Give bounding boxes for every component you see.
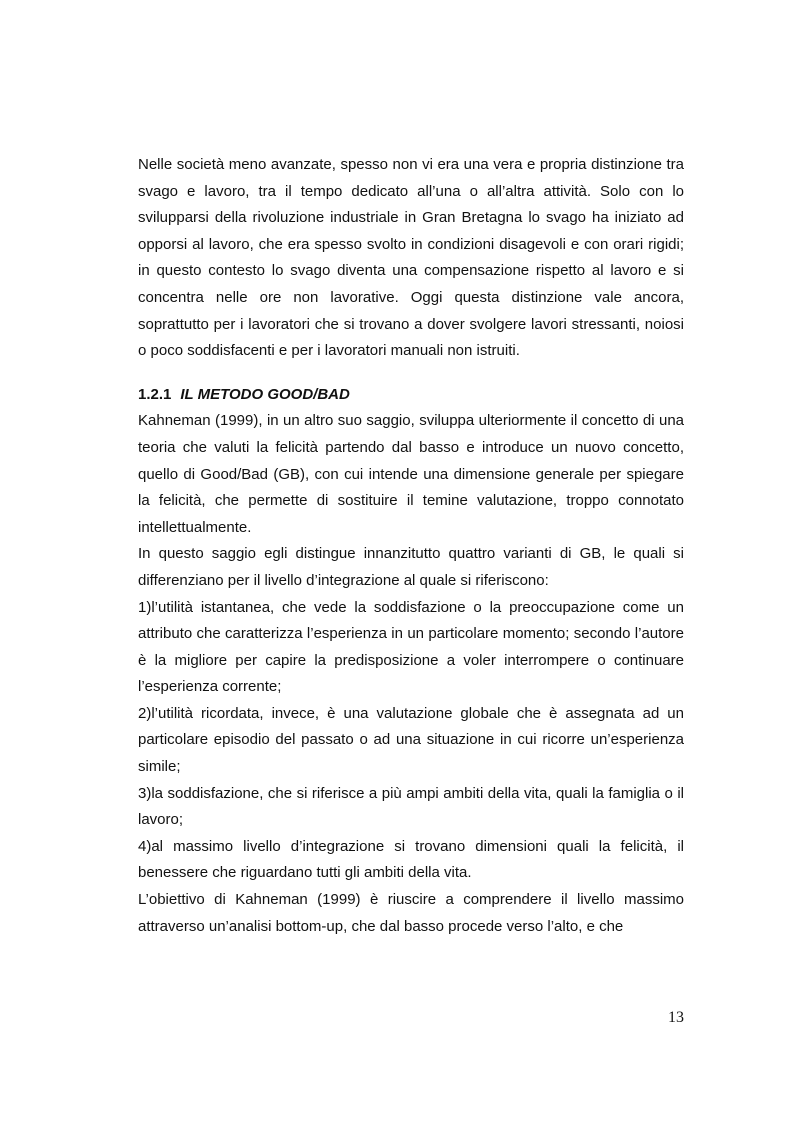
list-item-satisfaction: 3)la soddisfazione, che si riferisce a più ampi ambiti della vita, quali la famiglia o il lavoro; [138,784,684,829]
list-item-remembered-utility: 2)l’utilità ricordata, invece, è una valutazione globale che è assegnata ad un particolare episodio del passato o ad una situazione in cui ricorre un’esperienza simile; [138,704,684,776]
list-item-happiness: 4)al massimo livello d’integrazione si trovano dimensioni quali la felicità, il benessere che riguardano tutti gli ambiti della vita. [138,837,684,882]
section-number: 1.2.1 [138,385,172,403]
paragraph-kahneman-intro: Kahneman (1999), in un altro suo saggio, sviluppa ulteriormente il concetto di una teoria che valuti la felicità partendo dal basso e introduce un nuovo concetto, quello di Good/Bad (GB), con cui intende una dimensione generale per spiegare la felicità, che permette di sostituire il temine valutazione, troppo connotato intellettualmente. [138,412,684,536]
section-title: IL METODO GOOD/BAD [180,385,350,403]
section-heading [138,382,684,409]
list-item-instant-utility: 1)l’utilità istantanea, che vede la soddisfazione o la preoccupazione come un attributo che caratterizza l’esperienza in un particolare momento; secondo l’autore è la migliore per capire la predisposizione a voler interrompere o continuare l’esperienza corrente; [138,598,684,696]
intro-paragraph: Nelle società meno avanzate, spesso non vi era una vera e propria distinzione tra svago e lavoro, tra il tempo dedicato all’una o all’altra attività. Solo con lo svilupparsi della rivoluzione industriale in Gran Bretagna lo svago ha iniziato ad opporsi al lavoro, che era spesso svolto in condizioni disagevoli e con orari rigidi; in questo contesto lo svago diventa una compensazione rispetto al lavoro e si concentra nelle ore non lavorative. Oggi questa distinzione vale ancora, soprattutto per i lavoratori che si trovano a dover svolgere lavori stressanti, noiosi o poco soddisfacenti e per i lavoratori manuali non istruiti. [138,156,684,360]
page-number: 13 [668,1009,684,1026]
page-body [138,152,684,940]
paragraph-objective: L’obiettivo di Kahneman (1999) è riuscire a comprendere il livello massimo attraverso un’analisi bottom-up, che dal basso procede verso l’alto, e che [138,891,684,935]
paragraph-four-variants: In questo saggio egli distingue innanzitutto quattro varianti di GB, le quali si differenziano per il livello d’integrazione al quale si riferiscono: [138,545,684,589]
